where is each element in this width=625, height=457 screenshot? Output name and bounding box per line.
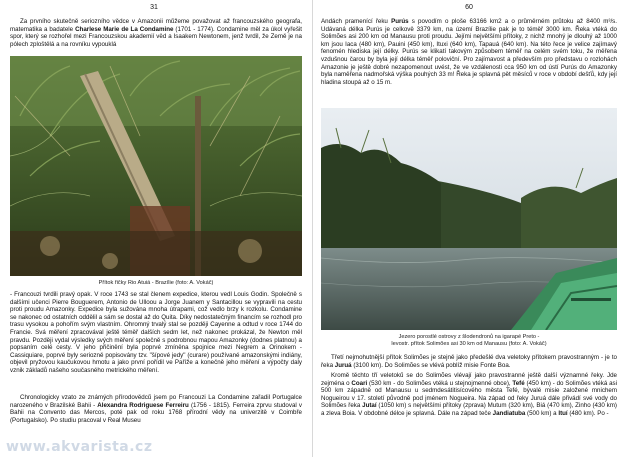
- jungle-river-photo: [10, 56, 302, 276]
- river-name: Jandiatuba: [492, 409, 526, 417]
- river-name: Jutaí: [362, 402, 377, 410]
- photo-caption: Přítok řičky Rio Atuiá - Brazílie (foto: A. Vokáč): [98, 280, 214, 286]
- caption-line-2: levostr. přítok Solimões asi 30 km od Manausu (foto: A. Vokáč): [391, 340, 547, 347]
- site-watermark: www.akvarista.cz: [6, 439, 153, 455]
- river-name: Tefé: [512, 379, 525, 387]
- river-name: Juruá: [334, 361, 352, 369]
- purus-paragraph: Andách pramenící řeku Purús s povodím o ploše 63166 km2 a o průměrném průtoku až 8400 m³/s. Udávaná délka Purús je celkově 3379 km, na území Brazílie pak je to téměř 3000 km. Řeka vtéká do Solimões asi 200 km od Manausu proti proudu. Jejími největšími přítoky, z nichž mnohý je dlouhý až 1000 km jsou Iaca (480 km), Pauini (450 km), Ituxi (640 km), Tapauá (640 km). Na této řece je velice zajímavý fenomén hlediska její délky. Purús se klikatí takovým způsobem téměř na celém svém toku, že měřena vzdušnou čarou by byla její délka téměř poloviční. Pro zajímavost a především pro představu o rozlohách Amazonie je ještě dobré nezapomenout uvést, že ve vzdálenosti cca 950 km od ústí Purús do Amazonky byla naměřena nadmořská výška pouhých 33 m! Řeka je splavná pět měsíců v roce v období dešťů, kdy její hladina stoupá až o 15 m.: [321, 18, 617, 86]
- person-name: Alexandra Rodriguese Ferreiru: [97, 401, 189, 409]
- history-paragraph: - Francouzi tvrdili pravý opak. V roce 1743 se stal členem expedice, kterou vedl Louis Godin. Společně s dalšími učenci Pierre Bouguerem, Antonio de Ulloou a Jorge Juanem y Santacillou se vypravili na cestu proti proudu Amazonky. Expedice byla sužována mnoha útrapami, což vedlo brzy k rozkolu. Condamine se nakonec od ostatních oddělil a sám se dostal až do Quita. Díky nedostatečným financím se rozhodl pro trasu vysokou a pohořím svým vlastním. Ohromný trvalý stal se později Cayenne a odtud v roce 1744 do Francie. Svá měření zpracovával ještě téměř dalších sedm let, než nakonec prokázal, že Newton měl pravdu. Později vydal výsledky svých měření společně s podrobnou mapou Amazonky (dodnes platnou) a popsaním celé cesty. V jeho přičinění byla poprvé zmíněna spojnice mezi Negrem a Orinokem - Cassiquiare, poprvé byly seriozně popisovány tzv. "šípové jedy" (curare) používané amazonskými indiány, objevil pryžovou kaučukovou hmotu a jako první pořídil ve Paříže a konečně jeho měření a výpočty daly vznik základů našeho současného metrického měření.: [10, 291, 302, 374]
- page-number: 60: [465, 4, 473, 11]
- lake-boat-photo: [321, 108, 617, 330]
- right-page: [313, 0, 625, 457]
- river-name: Ituí: [558, 409, 568, 417]
- jurua-paragraph: Třetí nejmohutnější přítok Solimões je stejně jako předešlé dva veletoky přítokem pravostranným - je to řeka Juruá (3100 km). Do Solimões se vlévá poblíž misie Fonte Boa.: [321, 354, 617, 369]
- caption-line-1: Jezero porostlé ostrovy z šlodendronů na igarapé Preto -: [398, 334, 540, 340]
- left-page: [0, 0, 312, 457]
- person-name: Charlese Marie de La Condamine: [75, 25, 174, 33]
- photo-caption: [321, 334, 617, 347]
- page-number: 31: [150, 4, 158, 11]
- river-name: Purús: [391, 18, 409, 25]
- tributaries-paragraph: Kromě těchto tří veletoků se do Solimões vlévají jako pravostranné ještě další významné řeky. Jde zejména o Coari (530 km - do Solimões vtéká u stejnojmenné obce), Tefé (450 km) - do Solimões vtéká asi 500 km západně od Manausu u sedmdesátitisícového města Tefé, bývalé misie založené mnichem Nogueirou v 17. století původně pod jménem Nogueira. Na západ od řeky Juruá dále přivádí své vody do Solimões řeka Jutaí (1050 km) s největšími přítoky (zprava) Mutum (320 km), Biá (470 km), Zinho (430 km) a zleva Boia. V obdobné délce je splavná. Dále na západ teče Jandiatuba (500 km) a Ituí (480 km). Po -: [321, 372, 617, 417]
- intro-paragraph: Za prvního skutečně seriozního vědce v Amazonii můžeme považovat až francouzského geografa, matematika a badatele Charlese Marie de La Condamine (1701 - 1774). Condamine měl za úkol vyřešit spor, který se rozhořel mezi Francouzskou akademií věd a Isaakem Newtonem, jenž tvrdil, že Země je na pólech zploštělá a na rovníku vypouklá: [10, 18, 302, 48]
- river-name: Coari: [351, 379, 368, 387]
- ferreira-paragraph: Chronologicky vzato ze známých přírodovědců jsem po Francouzi La Condamine zařadil Portugalce narozeného v Brazilské Bahii - Alexandra Rodriguese Ferreiru (1756 - 1815). Ferreira zprvu studoval v Bahii na Convento das Mercos, poté pak od roku 1768 přírodní vědy na univerzitě v Coimbře (Portugalsko). Po studiu pracoval v Real Museu: [10, 394, 302, 424]
